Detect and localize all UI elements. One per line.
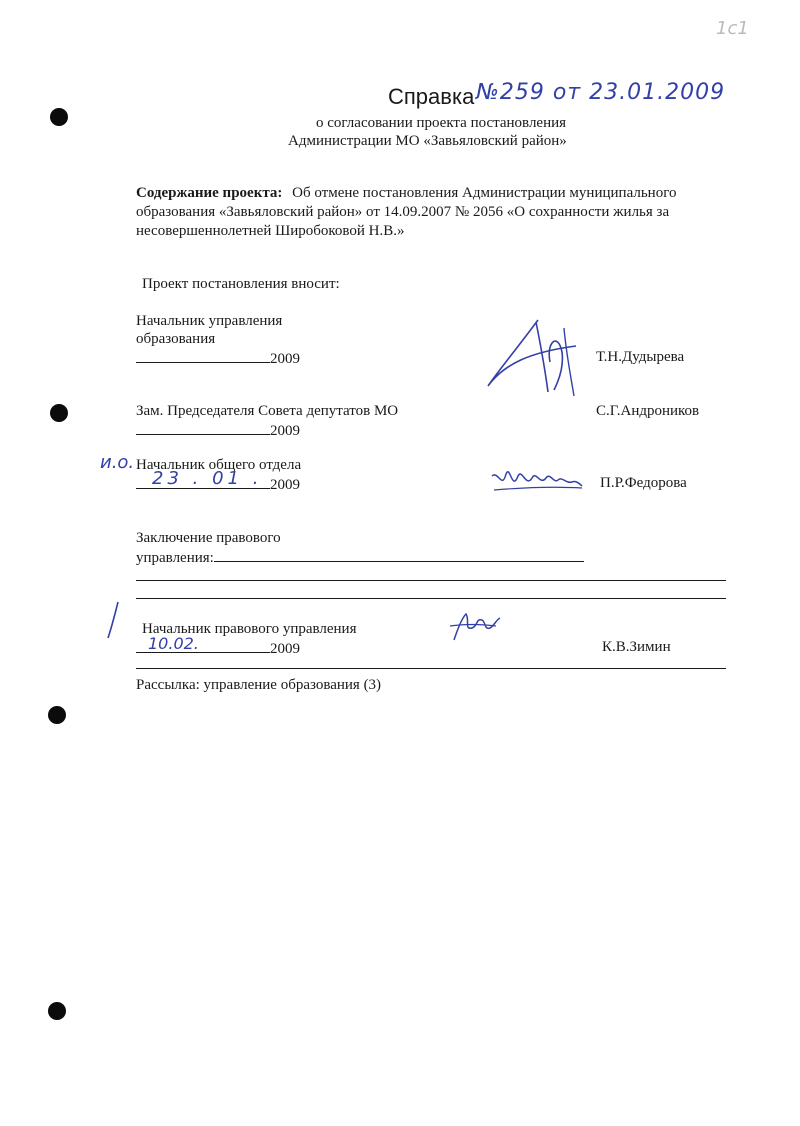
separator-line: [136, 668, 726, 669]
project-content-label: Содержание проекта:: [136, 185, 283, 201]
date-handwritten: 23 . 01 .: [152, 468, 263, 489]
punch-hole: [48, 1002, 66, 1020]
project-content-text: образования «Завьяловский район» от 14.09.2007 № 2056 «О сохранности жилья за: [136, 204, 670, 220]
project-content: [136, 184, 677, 202]
submitted-by-label: Проект постановления вносит:: [142, 276, 340, 292]
project-content-text: Об отмене постановления Администрации муниципального: [292, 185, 677, 201]
signature-dudyreva: [478, 312, 588, 402]
conclusion-blank: [214, 547, 584, 562]
signatory-position: Начальник общего отдела: [136, 457, 302, 473]
signatory-position: Начальник управления: [136, 313, 283, 329]
signatory-year: 2009: [270, 423, 300, 439]
document-subtitle: Администрации МО «Завьяловский район»: [288, 133, 567, 149]
signatory-date: [136, 348, 300, 368]
document-title: Справка: [388, 84, 475, 109]
signatory-year: 2009: [270, 477, 300, 493]
date-handwritten: 10.02.: [148, 634, 199, 653]
signatory-position: Зам. Председателя Совета депутатов МО: [136, 403, 399, 419]
punch-hole: [50, 108, 68, 126]
legal-head-year: 2009: [270, 641, 300, 657]
signatory-year: 2009: [270, 351, 300, 367]
signatory-date: [136, 420, 300, 440]
document-number-handwritten: №259 от 23.01.2009: [476, 80, 726, 105]
signatory-position: образования: [136, 331, 216, 347]
corner-mark: 1с1: [716, 18, 749, 39]
acting-mark-handwritten: и.о.: [100, 452, 135, 473]
legal-head-name: К.В.Зимин: [602, 639, 671, 655]
signatory-name: Т.Н.Дудырева: [596, 349, 685, 365]
punch-hole: [48, 706, 66, 724]
signature-zimin: [446, 610, 502, 644]
legal-head-position: Начальник правового управления: [142, 621, 357, 637]
legal-conclusion-label: управления:: [136, 550, 214, 566]
date-blank: [136, 348, 270, 363]
legal-conclusion-label: Заключение правового: [136, 530, 281, 546]
legal-conclusion-field: [136, 547, 584, 567]
project-content-text: несовершеннолетней Широбоковой Н.В.»: [136, 223, 405, 239]
date-blank: [136, 420, 270, 435]
signatory-name: П.Р.Федорова: [600, 475, 687, 491]
document-subtitle: о согласовании проекта постановления: [316, 115, 567, 131]
signature-fedorova: [488, 466, 584, 496]
signatory-name: С.Г.Андроников: [596, 403, 700, 419]
conclusion-line: [136, 580, 726, 581]
margin-tick-mark: [106, 600, 120, 640]
punch-hole: [50, 404, 68, 422]
distribution-list: Рассылка: управление образования (3): [136, 677, 382, 693]
conclusion-line: [136, 598, 726, 599]
